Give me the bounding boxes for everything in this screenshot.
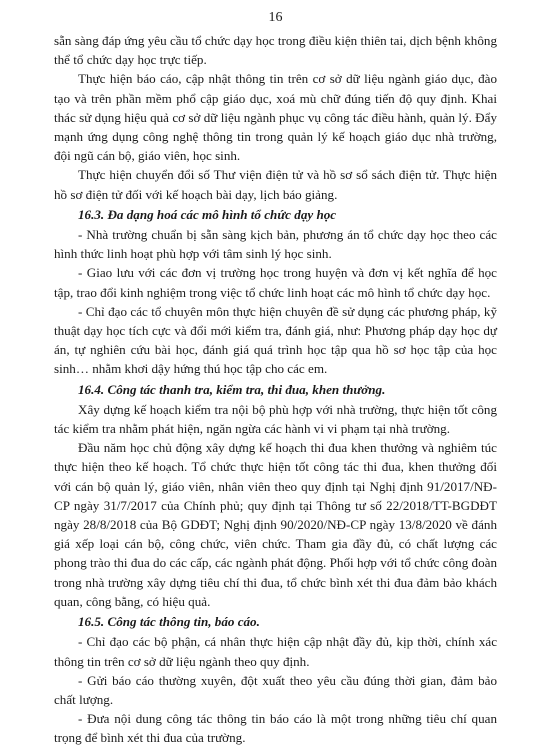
section-heading: 16.3. Đa dạng hoá các mô hình tổ chức dạy học <box>78 206 337 222</box>
paragraph: sẵn sàng đáp ứng yêu cầu tổ chức dạy học trong điều kiện thiên tai, dịch bệnh không thể tổ chức dạy học trực tiếp. <box>54 33 497 68</box>
paragraph: - Chỉ đạo các tổ chuyên môn thực hiện chuyên đề sử dụng các phương pháp, kỹ thuật dạy học tích cực và đổi mới kiểm tra, đánh giá, như: Phương pháp dạy học dự án, tự nghiên cứu bài học, đánh giá quá trình học tập qua hồ sơ học tập của học sinh… nhằm khơi dậy hứng thú học tập cho các em. <box>54 303 497 377</box>
paragraph: Thực hiện báo cáo, cập nhật thông tin trên cơ sở dữ liệu ngành giáo dục, đào tạo và trên phần mềm phổ cập giáo dục, xoá mù chữ đúng tiến độ quy định. Khai thác sử dụng hiệu quả cơ sở dữ liệu ngành phục vụ công tác điều hành, quản lý. Đẩy mạnh ứng dụng công nghệ thông tin trong quản lý kế hoạch giáo dục nhà trường, đội ngũ cán bộ, giáo viên, học sinh. <box>54 71 497 164</box>
paragraph: - Chỉ đạo các bộ phận, cá nhân thực hiện cập nhật đầy đủ, kịp thời, chính xác thông tin trên cơ sở dữ liệu ngành theo quy định. <box>54 634 497 669</box>
paragraph: - Giao lưu với các đơn vị trường học trong huyện và đơn vị kết nghĩa để học tập, trao đổi kinh nghiệm trong việc tổ chức linh hoạt các mô hình tổ chức dạy học. <box>54 265 497 300</box>
paragraph: Thực hiện chuyển đổi số Thư viện điện tử và hồ sơ sổ sách điện tử. Thực hiện hồ sơ điện tử đối với kế hoạch bài dạy, lịch báo giảng. <box>54 167 497 202</box>
paragraph: - Nhà trường chuẩn bị sẵn sàng kịch bản, phương án tổ chức dạy học theo các hình thức linh hoạt phù hợp với tâm sinh lý học sinh. <box>54 227 497 262</box>
section-heading: 16.4. Công tác thanh tra, kiểm tra, thi đua, khen thưởng. <box>78 381 386 397</box>
page-number: 16 <box>268 10 283 25</box>
paragraph: Xây dựng kế hoạch kiểm tra nội bộ phù hợp với nhà trường, thực hiện tốt công tác kiểm tra nhằm phát hiện, ngăn ngừa các hành vi vi phạm tại nhà trường. <box>54 401 497 437</box>
page-body <box>54 31 497 748</box>
paragraph: - Gửi báo cáo thường xuyên, đột xuất theo yêu cầu đúng thời gian, đảm bảo chất lượng. <box>54 672 497 707</box>
section-heading: 16.5. Công tác thông tin, báo cáo. <box>78 614 260 630</box>
paragraph: Đầu năm học chủ động xây dựng kế hoạch thi đua khen thưởng và nghiêm túc thực hiện theo kế hoạch. Tổ chức thực hiện tốt công tác thi đua, khen thưởng đối với cán bộ quản lý, giáo viên, nhân viên theo quy định tại Nghị định 91/2017/NĐ-CP ngày 31/7/2017 của Chính phủ; quy định tại Thông tư số 22/2018/TT-BGDĐT ngày 28/8/2018 của Bộ GDĐT; Nghị định 90/2020/NĐ-CP ngày 13/8/2020 về đánh giá xếp loại cán bộ, công chức, viên chức. Tham gia đầy đủ, có chất lượng các phong trào thi đua do các cấp, các ngành phát động. Phối hợp với tổ chức công đoàn trong nhà trường xây dựng tiêu chí thi đua, tổ chức bình xét thi đua đảm bảo khách quan, công bằng, có hiệu quả. <box>54 440 497 609</box>
paragraph: - Đưa nội dung công tác thông tin báo cáo là một trong những tiêu chí quan trọng để bình xét thi đua của trường. <box>54 711 497 746</box>
